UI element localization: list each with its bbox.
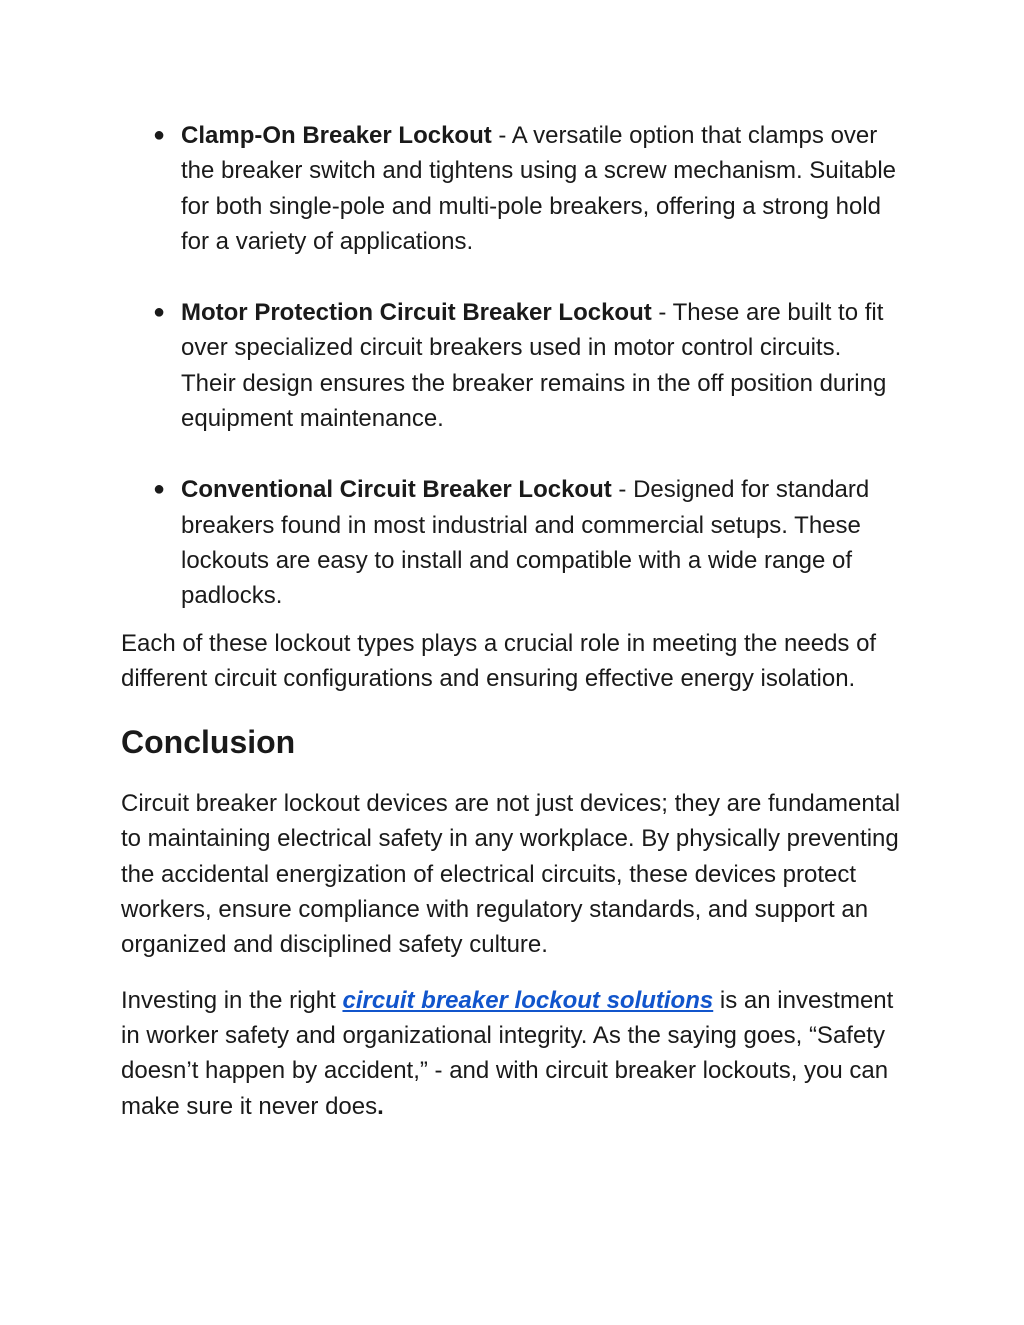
bullet-text: - A versatile option that clamps over the breaker switch and tightens using a screw mechanism. Suitable for both single-pole and multi-pole breakers, offering a strong hold for a variety of applications.: [181, 122, 897, 255]
list-item: [121, 118, 901, 259]
list-item: [121, 472, 901, 613]
bullet-title: Motor Protection Circuit Breaker Lockout: [181, 299, 652, 327]
paragraph-end: .: [377, 1092, 384, 1120]
bullet-title: Clamp-On Breaker Lockout: [181, 122, 492, 149]
bullet-text: - Designed for standard breakers found in most industrial and commercial setups. These lockouts are easy to install and compatible with a wide range of padlocks.: [181, 476, 870, 610]
solutions-link[interactable]: circuit breaker lockout solutions: [342, 986, 714, 1014]
paragraph-text: Investing in the right: [121, 986, 343, 1014]
investment-paragraph: [121, 983, 901, 1124]
bullet-title: Conventional Circuit Breaker Lockout: [181, 476, 612, 504]
bullet-text: - These are built to fit over specialized circuit breakers used in motor control circuits. Their design ensures the breaker remains in the off position during equipment maintenance.: [181, 299, 887, 433]
conclusion-paragraph: Circuit breaker lockout devices are not just devices; they are fundamental to maintaining electrical safety in any workplace. By physically preventing the accidental energization of electrical circuits, these devices protect workers, ensure compliance with regulatory standards, and support an organized and disciplined safety culture.: [121, 790, 901, 959]
list-item: [121, 295, 901, 436]
bullet-icon: ●: [153, 478, 166, 501]
section-heading: Conclusion: [121, 724, 296, 761]
lockout-types-list: [121, 118, 901, 614]
document-page: [121, 118, 901, 1144]
paragraph-text: is an investment in worker safety and organizational integrity. As the saying goes, “Safety doesn’t happen by accident,” - and with circuit breaker lockouts, you can make sure it never does: [121, 986, 894, 1120]
bullet-icon: ●: [153, 301, 166, 324]
bullet-icon: ●: [153, 124, 166, 146]
summary-paragraph: Each of these lockout types plays a crucial role in meeting the needs of different circuit configurations and ensuring effective energy isolation.: [121, 629, 877, 692]
